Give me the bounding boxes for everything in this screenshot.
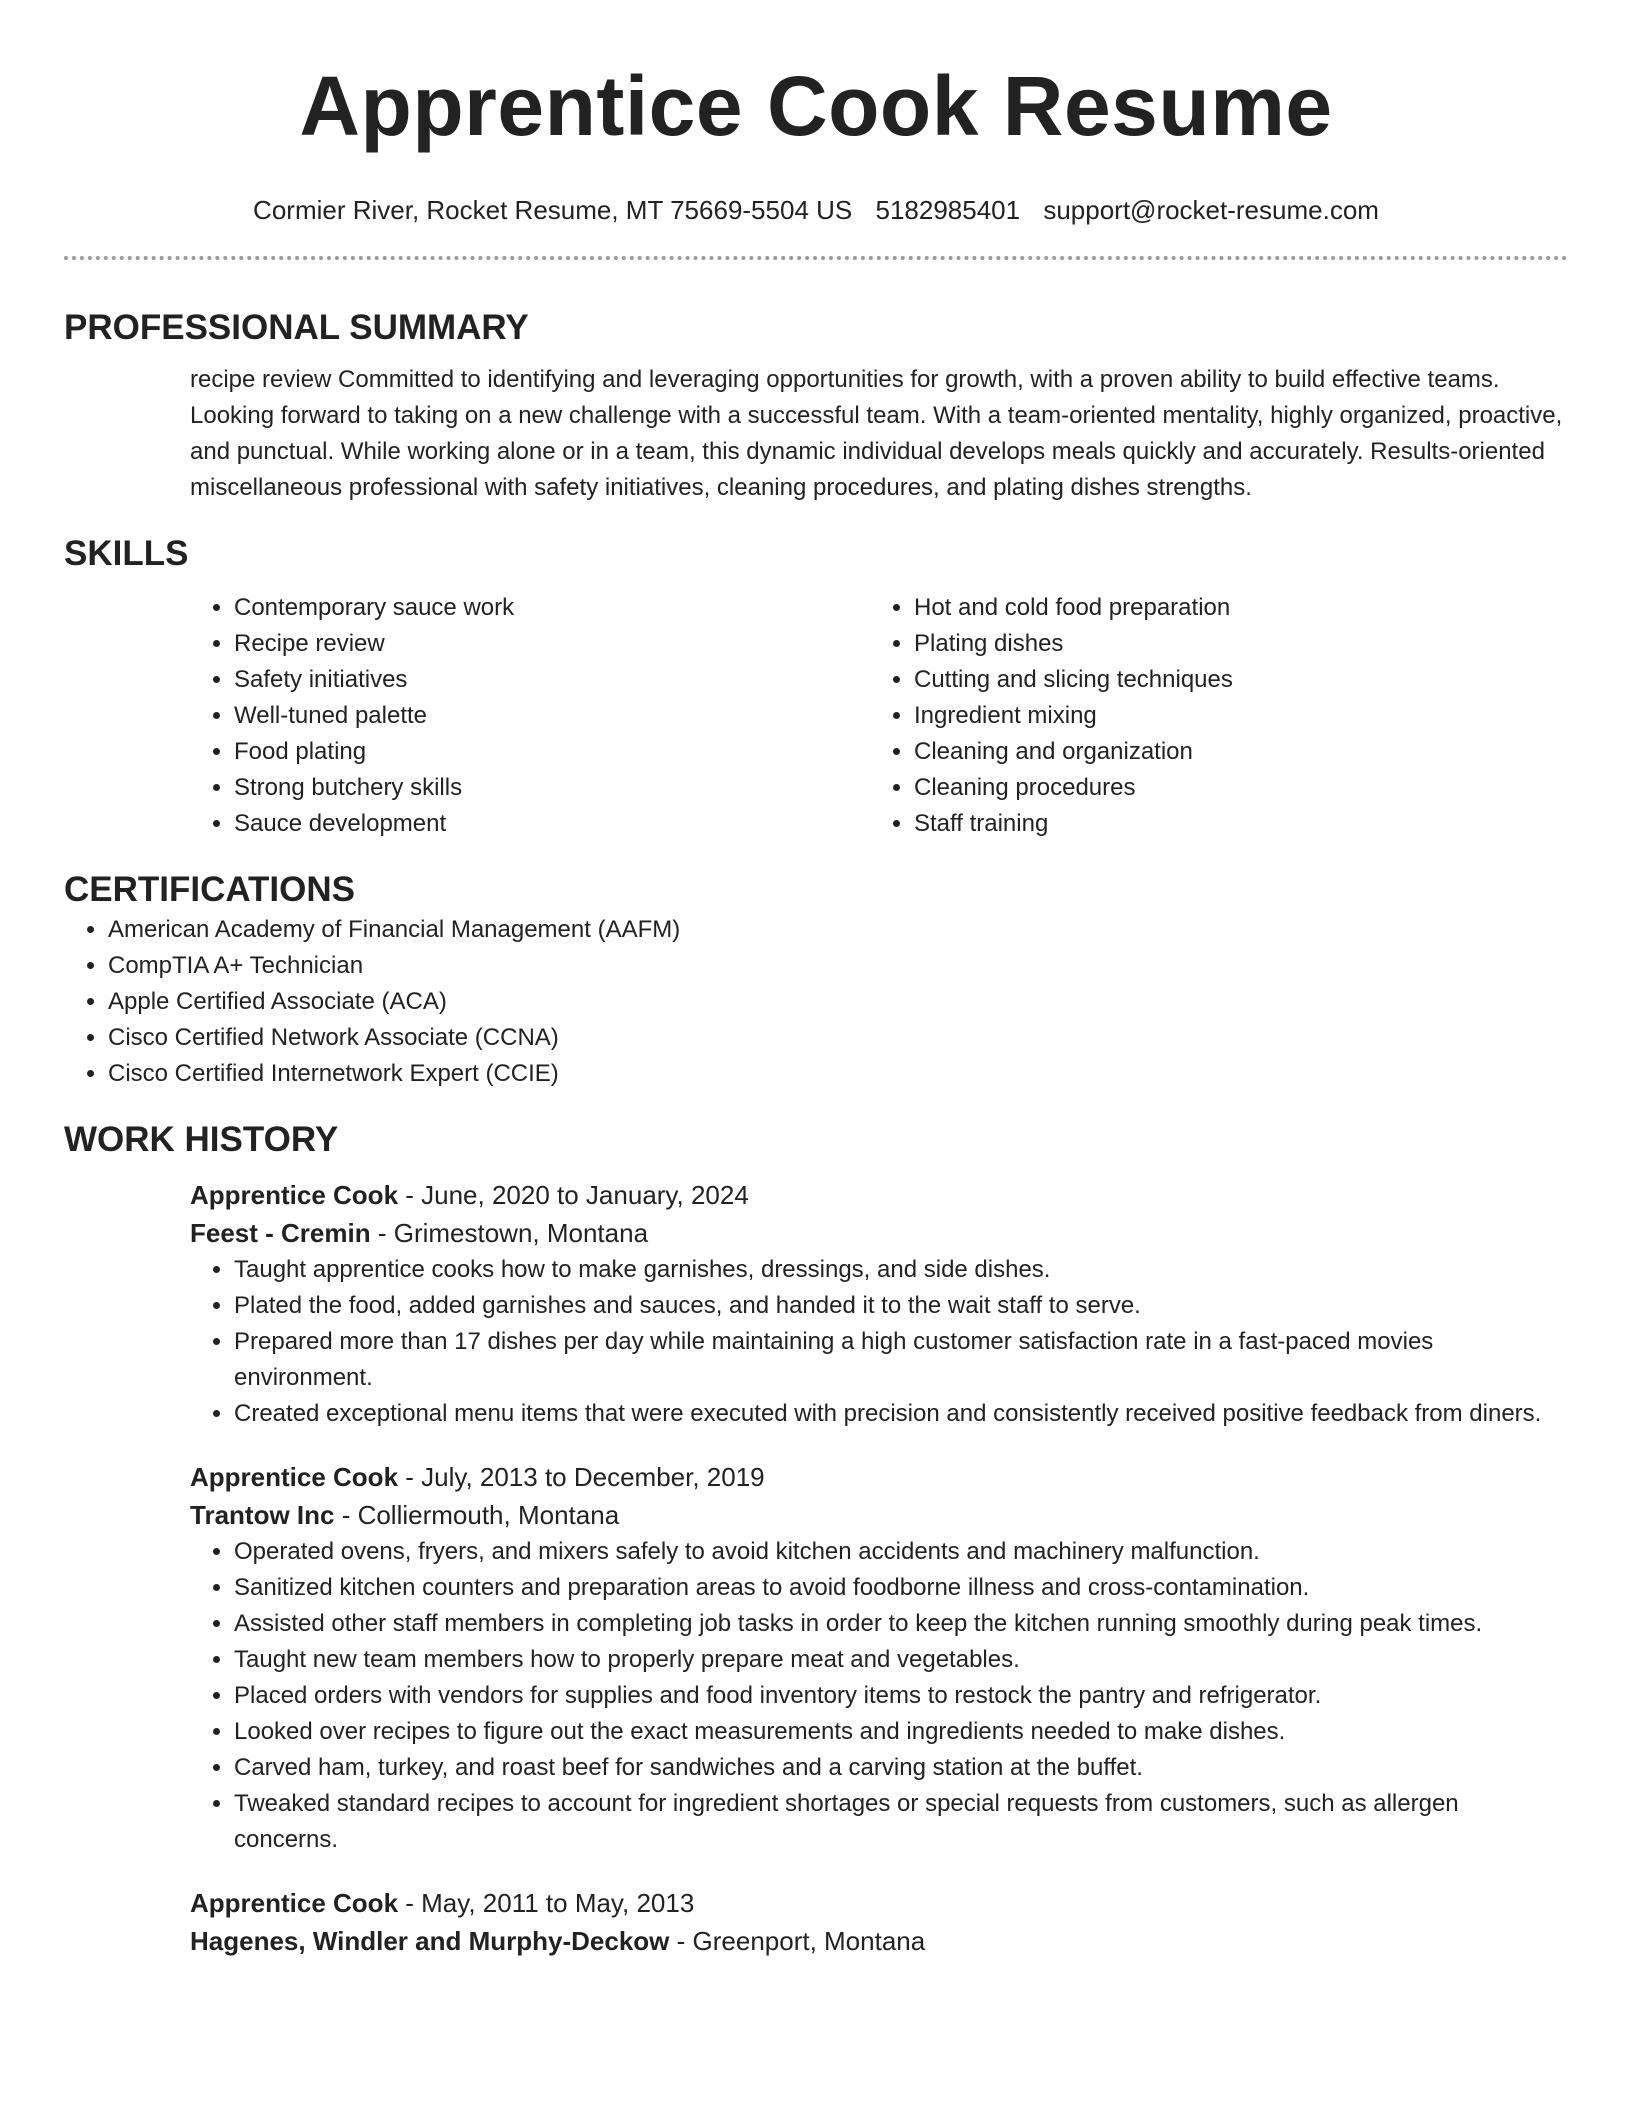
job-title-line	[190, 1176, 1568, 1214]
skill-item: • Plating dishes	[914, 626, 1550, 662]
job-entry	[190, 1176, 1568, 1432]
header-divider	[64, 256, 1568, 260]
job-bullet: • Operated ovens, fryers, and mixers safely to avoid kitchen accidents and machinery malfunction.	[234, 1534, 1568, 1570]
job-company: Hagenes, Windler and Murphy-Deckow	[190, 1926, 670, 1956]
contact-phone: 5182985401	[875, 195, 1021, 225]
job-entry	[190, 1884, 1568, 1960]
skill-item: • Strong butchery skills	[234, 770, 870, 806]
job-bullet: • Prepared more than 17 dishes per day while maintaining a high customer satisfaction rate in a fast-paced movies environment.	[234, 1324, 1568, 1396]
skill-item: • Sauce development	[234, 806, 870, 842]
skill-item: • Recipe review	[234, 626, 870, 662]
certification-item: • Cisco Certified Network Associate (CCNA)	[108, 1020, 1568, 1056]
summary-heading: PROFESSIONAL SUMMARY	[64, 308, 529, 347]
job-company-line	[190, 1214, 1568, 1252]
job-location: - Colliermouth, Montana	[334, 1500, 620, 1530]
job-company: Trantow Inc	[190, 1500, 335, 1530]
skill-item: • Staff training	[914, 806, 1550, 842]
job-company-line	[190, 1922, 1568, 1960]
skills-heading: SKILLS	[64, 534, 189, 573]
job-location: - Grimestown, Montana	[370, 1218, 649, 1248]
skill-item: • Safety initiatives	[234, 662, 870, 698]
job-bullet: • Carved ham, turkey, and roast beef for sandwiches and a carving station at the buffet.	[234, 1750, 1568, 1786]
summary-text: recipe review Committed to identifying and leveraging opportunities for growth, with a proven ability to build effective teams. Looking forward to taking on a new challenge with a successful team. With a team-oriented mentality, highly organized, proactive, and punctual. While working alone or in a team, this dynamic individual develops meals quickly and accurately. Results-oriented miscellaneous professional with safety initiatives, cleaning procedures, and plating dishes strengths.	[190, 366, 1563, 501]
job-entry	[190, 1458, 1568, 1858]
job-title: Apprentice Cook	[190, 1888, 399, 1918]
job-title-line	[190, 1458, 1568, 1496]
skills-section	[64, 532, 1568, 842]
certifications-heading: CERTIFICATIONS	[64, 870, 356, 909]
job-company: Feest - Cremin	[190, 1218, 371, 1248]
skills-grid	[190, 590, 1568, 842]
job-bullets	[190, 1252, 1568, 1432]
skills-list-left	[190, 590, 870, 842]
job-bullets	[190, 1534, 1568, 1858]
contact-line	[64, 194, 1568, 226]
job-company-line	[190, 1496, 1568, 1534]
job-bullet: • Assisted other staff members in completing job tasks in order to keep the kitchen running smoothly during peak times.	[234, 1606, 1568, 1642]
job-bullet: • Taught new team members how to properly prepare meat and vegetables.	[234, 1642, 1568, 1678]
resume-title: Apprentice Cook Resume	[299, 59, 1333, 153]
skill-item: • Cleaning procedures	[914, 770, 1550, 806]
skill-item: • Contemporary sauce work	[234, 590, 870, 626]
job-title: Apprentice Cook	[190, 1180, 399, 1210]
certification-item: • American Academy of Financial Management (AAFM)	[108, 912, 1568, 948]
skill-item: • Cutting and slicing techniques	[914, 662, 1550, 698]
skill-item: • Hot and cold food preparation	[914, 590, 1550, 626]
certifications-section	[64, 868, 1568, 1092]
work-history-section	[64, 1118, 1568, 1960]
skill-item: • Well-tuned palette	[234, 698, 870, 734]
job-bullet: • Placed orders with vendors for supplies and food inventory items to restock the pantry and refrigerator.	[234, 1678, 1568, 1714]
job-title: Apprentice Cook	[190, 1462, 399, 1492]
job-title-line	[190, 1884, 1568, 1922]
skill-item: • Cleaning and organization	[914, 734, 1550, 770]
certifications-list	[64, 912, 1568, 1092]
certification-item: • CompTIA A+ Technician	[108, 948, 1568, 984]
job-bullet: • Taught apprentice cooks how to make garnishes, dressings, and side dishes.	[234, 1252, 1568, 1288]
job-bullet: • Tweaked standard recipes to account for ingredient shortages or special requests from customers, such as allergen concerns.	[234, 1786, 1568, 1858]
contact-email: support@rocket-resume.com	[1043, 195, 1379, 225]
job-bullet: • Looked over recipes to figure out the exact measurements and ingredients needed to make dishes.	[234, 1714, 1568, 1750]
skill-item: • Food plating	[234, 734, 870, 770]
job-bullet: • Created exceptional menu items that were executed with precision and consistently received positive feedback from diners.	[234, 1396, 1568, 1432]
job-location: - Greenport, Montana	[669, 1926, 926, 1956]
job-dates: - May, 2011 to May, 2013	[398, 1888, 695, 1918]
job-dates: - July, 2013 to December, 2019	[398, 1462, 765, 1492]
work-history-heading: WORK HISTORY	[64, 1120, 339, 1159]
certification-item: • Apple Certified Associate (ACA)	[108, 984, 1568, 1020]
job-bullet: • Plated the food, added garnishes and sauces, and handed it to the wait staff to serve.	[234, 1288, 1568, 1324]
skill-item: • Ingredient mixing	[914, 698, 1550, 734]
skills-list-right	[870, 590, 1550, 842]
certification-item: • Cisco Certified Internetwork Expert (CCIE)	[108, 1056, 1568, 1092]
contact-address: Cormier River, Rocket Resume, MT 75669-5504 US	[253, 195, 853, 225]
summary-section	[64, 306, 1568, 506]
job-dates: - June, 2020 to January, 2024	[398, 1180, 749, 1210]
job-bullet: • Sanitized kitchen counters and preparation areas to avoid foodborne illness and cross-contamination.	[234, 1570, 1568, 1606]
